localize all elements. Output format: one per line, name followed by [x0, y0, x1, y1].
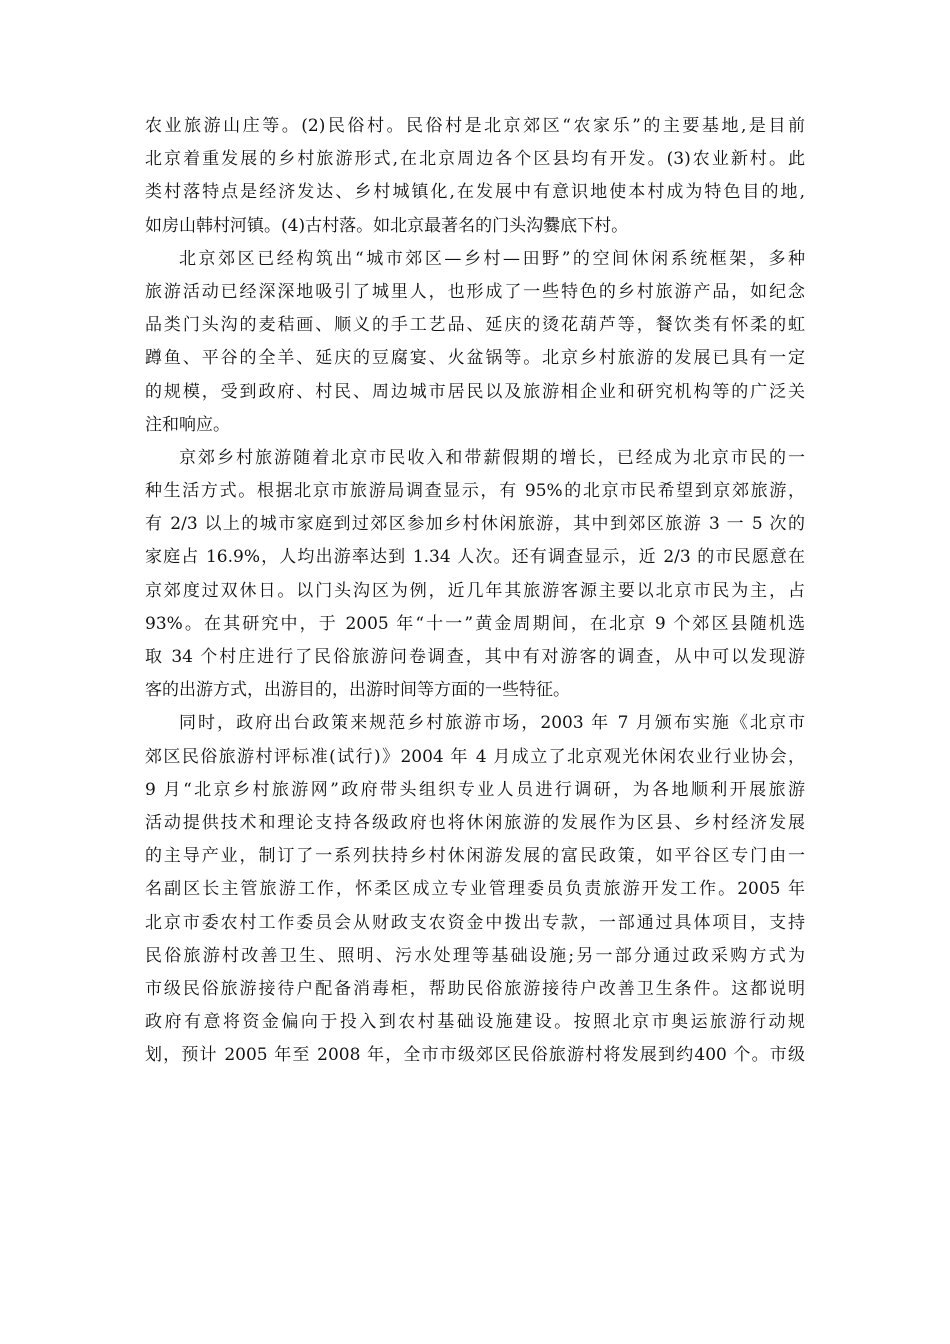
paragraph-line: 划，预计 2005 年至 2008 年，全市市级郊区民俗旅游村将发展到约400 个。市级	[145, 1045, 805, 1066]
paragraph-line: 同时，政府出台政策来规范乡村旅游市场，2003 年 7 月颁布实施《北京市	[179, 713, 805, 734]
paragraph-line: 9 月“北京乡村旅游网”政府带头组织专业人员进行调研，为各地顺利开展旅游	[145, 779, 805, 800]
paragraph-line: 市级民俗旅游接待户配备消毒柜，帮助民俗旅游接待户改善卫生条件。这都说明	[145, 978, 805, 999]
paragraph-line: 如房山韩村河镇。(4)古村落。如北京最著名的门头沟爨底下村。	[145, 215, 629, 236]
paragraph-line: 北京着重发展的乡村旅游形式,在北京周边各个区县均有开发。(3)农业新村。此	[145, 149, 805, 170]
paragraph-line: 民俗旅游村改善卫生、照明、污水处理等基础设施;另一部分通过政采购方式为	[145, 945, 805, 966]
paragraph-line: 京郊度过双休日。以门头沟区为例，近几年其旅游客源主要以北京市民为主，占	[145, 580, 805, 601]
paragraph-line: 类村落特点是经济发达、乡村城镇化,在发展中有意识地使本村成为特色目的地,	[145, 182, 805, 203]
paragraph-line: 注和响应。	[145, 414, 230, 435]
paragraph-line: 北京市委农村工作委员会从财政支农资金中拨出专款，一部通过具体项目，支持	[145, 912, 805, 933]
paragraph-line: 有 2/3 以上的城市家庭到过郊区参加乡村休闲旅游，其中到郊区旅游 3 一 5 次的	[145, 514, 805, 535]
paragraph-line: 京郊乡村旅游随着北京市民收入和带薪假期的增长，已经成为北京市民的一	[179, 447, 805, 468]
paragraph-line: 客的出游方式，出游目的，出游时间等方面的一些特征。	[145, 680, 570, 701]
paragraph-line: 政府有意将资金偏向于投入到农村基础设施建设。按照北京市奥运旅游行动规	[145, 1012, 805, 1033]
paragraph-1	[145, 110, 805, 243]
paragraph-line: 品类门头沟的麦秸画、顺义的手工艺品、延庆的烫花葫芦等，餐饮类有怀柔的虹	[145, 315, 805, 336]
paragraph-line: 的主导产业，制订了一系列扶持乡村休闲游发展的富民政策，如平谷区专门由一	[145, 846, 805, 867]
paragraph-line: 郊区民俗旅游村评标准(试行)》2004 年 4 月成立了北京观光休闲农业行业协会，	[145, 746, 805, 767]
paragraph-line: 种生活方式。根据北京市旅游局调查显示，有 95%的北京市民希望到京郊旅游，	[145, 481, 805, 502]
paragraph-2	[145, 243, 805, 442]
paragraph-line: 名副区长主管旅游工作，怀柔区成立专业管理委员负责旅游开发工作。2005 年	[145, 879, 805, 900]
paragraph-line: 蹲鱼、平谷的全羊、延庆的豆腐宴、火盆锅等。北京乡村旅游的发展已具有一定	[145, 348, 805, 369]
paragraph-line: 93%。在其研究中，于 2005 年“十一”黄金周期间，在北京 9 个郊区县随机选	[145, 613, 805, 634]
paragraph-3	[145, 442, 805, 708]
paragraph-line: 取 34 个村庄进行了民俗旅游问卷调查，其中有对游客的调查，从中可以发现游	[145, 647, 805, 667]
paragraph-line: 北京郊区已经构筑出“城市郊区—乡村—田野”的空间休闲系统框架，多种	[179, 248, 805, 269]
paragraph-line: 家庭占 16.9%，人均出游率达到 1.34 人次。还有调查显示，近 2/3 的市民愿意在	[145, 547, 805, 568]
paragraph-line: 农业旅游山庄等。(2)民俗村。民俗村是北京郊区“农家乐”的主要基地,是目前	[145, 116, 805, 136]
paragraph-line: 旅游活动已经深深地吸引了城里人，也形成了一些特色的乡村旅游产品，如纪念	[145, 281, 805, 302]
paragraph-line: 的规模，受到政府、村民、周边城市居民以及旅游相企业和研究机构等的广泛关	[145, 381, 805, 402]
paragraph-4	[145, 707, 805, 1072]
paragraph-line: 活动提供技术和理论支持各级政府也将休闲旅游的发展作为区县、乡村经济发展	[145, 812, 805, 833]
document-page	[145, 110, 805, 1072]
